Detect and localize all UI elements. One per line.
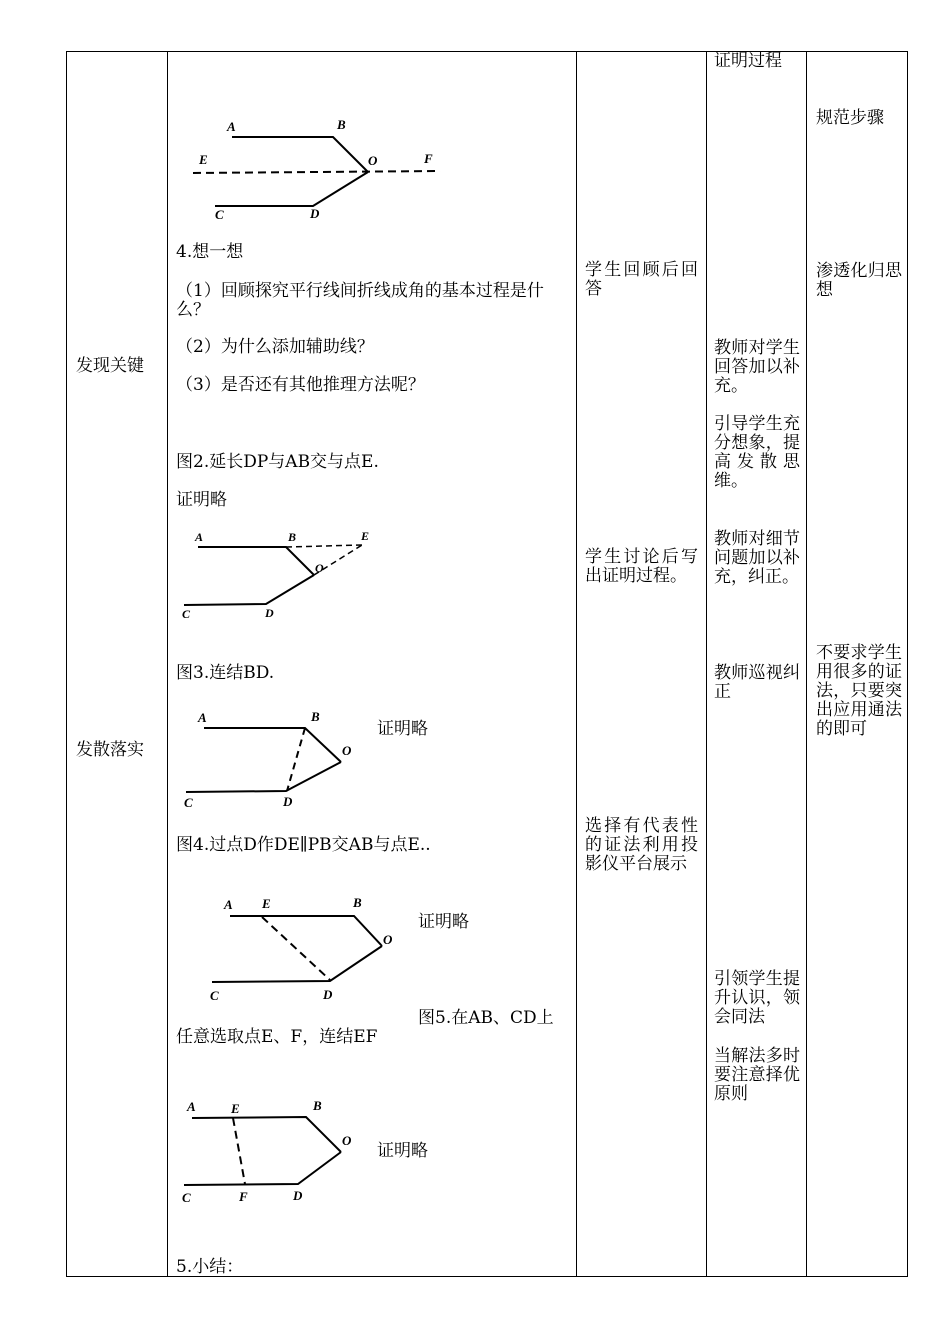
figure-4-caption: 图4.过点D作DE∥PB交AB与点E.. bbox=[176, 835, 431, 855]
fig2-label-d: D bbox=[265, 606, 274, 620]
fig1-label-o: O bbox=[368, 153, 378, 168]
figure-2-caption: 图2.延长DP与AB交与点E. bbox=[176, 452, 379, 472]
fig2-label-c: C bbox=[182, 607, 191, 621]
question-3: （3）是否还有其他推理方法呢？ bbox=[176, 375, 425, 395]
think-title: 4.想一想 bbox=[176, 242, 244, 262]
fig4-label-b: B bbox=[353, 895, 362, 910]
figure-1 bbox=[180, 112, 455, 227]
no-require-many-methods: 不要求学生用很多的证法，只要突出应用通法的即可 bbox=[816, 643, 902, 739]
table-col-divider-5 bbox=[907, 51, 908, 1277]
fig5-label-e: E bbox=[231, 1101, 240, 1116]
fig4-line-cd-do bbox=[212, 946, 382, 982]
table-col-divider-3 bbox=[706, 51, 707, 1277]
fig1-label-f: F bbox=[424, 151, 433, 166]
fig5-label-o: O bbox=[342, 1133, 352, 1148]
figure-4 bbox=[208, 890, 408, 1005]
summary-title: 5.小结： bbox=[176, 1257, 244, 1277]
fig2-line-ab-bo bbox=[198, 547, 314, 575]
fig5-line-ab-bo bbox=[192, 1117, 341, 1152]
table-col-divider-2 bbox=[576, 51, 577, 1277]
figure-5 bbox=[180, 1095, 370, 1210]
teacher-patrol: 教师巡视纠正 bbox=[714, 663, 800, 702]
teacher-detail: 教师对细节问题加以补充，纠正。 bbox=[714, 529, 800, 587]
fig3-line-ab-bo bbox=[204, 728, 341, 762]
proof-omitted-4: 证明略 bbox=[377, 1141, 428, 1161]
fig4-label-e: E bbox=[262, 896, 271, 911]
fig5-label-a: A bbox=[187, 1099, 196, 1114]
fig4-label-o: O bbox=[383, 932, 393, 947]
fig1-label-b: B bbox=[337, 117, 346, 132]
select-projector-show: 选择有代表性的证法利用投影仪平台展示 bbox=[585, 816, 698, 874]
standard-steps: 规范步骤 bbox=[816, 108, 884, 128]
fig5-label-f: F bbox=[239, 1189, 248, 1204]
fig2-label-a: A bbox=[195, 530, 204, 544]
stage-discover-key: 发现关键 bbox=[76, 356, 144, 376]
proof-omitted-2: 证明略 bbox=[377, 719, 428, 739]
fig1-label-a: A bbox=[227, 119, 236, 134]
fig1-label-d: D bbox=[310, 206, 320, 221]
figure-2 bbox=[178, 525, 378, 625]
fig1-dashed-ef bbox=[193, 171, 440, 173]
fig3-label-d: D bbox=[283, 794, 293, 809]
fig5-line-cd-do bbox=[184, 1152, 341, 1185]
question-1: （1）回顾探究平行线间折线成角的基本过程是什么？ bbox=[176, 281, 544, 320]
fig2-label-o: O bbox=[315, 561, 324, 575]
induction-thinking: 渗透化归思想 bbox=[816, 261, 902, 300]
fig2-line-cd-do bbox=[184, 575, 314, 605]
question-2: （2）为什么添加辅助线？ bbox=[176, 337, 374, 357]
fig3-label-b: B bbox=[311, 709, 320, 724]
lead-students: 引领学生提升认识，领会同法 bbox=[714, 969, 800, 1027]
fig3-label-c: C bbox=[184, 795, 193, 810]
fig1-line-cd-do bbox=[215, 172, 368, 206]
fig4-line-ab-bo bbox=[230, 916, 382, 946]
fig1-label-c: C bbox=[215, 207, 224, 222]
fig5-label-d: D bbox=[293, 1188, 303, 1203]
stage-diverge-implement: 发散落实 bbox=[76, 740, 144, 760]
figure-3 bbox=[180, 705, 360, 810]
fig1-label-e: E bbox=[199, 152, 208, 167]
proof-omitted-3: 证明略 bbox=[418, 912, 469, 932]
fig3-label-o: O bbox=[342, 743, 352, 758]
student-discuss-proof: 学生讨论后写出证明过程。 bbox=[585, 547, 698, 586]
fig2-label-e: E bbox=[361, 529, 370, 543]
fig4-dashed-ed bbox=[262, 917, 330, 980]
fig3-label-a: A bbox=[198, 710, 207, 725]
table-col-divider-4 bbox=[806, 51, 807, 1277]
table-col-divider-0 bbox=[66, 51, 67, 1277]
proof-process: 证明过程 bbox=[714, 51, 782, 71]
fig4-label-c: C bbox=[210, 988, 219, 1003]
figure-5-caption-part1: 图5.在AB、CD上 bbox=[418, 1008, 554, 1028]
fig4-label-a: A bbox=[224, 897, 233, 912]
fig5-label-b: B bbox=[313, 1098, 322, 1113]
guide-students: 引导学生充分想象，提高发散思维。 bbox=[714, 414, 800, 491]
fig4-label-d: D bbox=[323, 987, 333, 1002]
fig1-line-ab-bo bbox=[232, 137, 368, 172]
fig2-label-b: B bbox=[288, 530, 297, 544]
student-review-answer: 学生回顾后回答 bbox=[585, 260, 698, 299]
figure-5-caption-part2: 任意选取点E、F，连结EF bbox=[176, 1027, 378, 1047]
fig3-line-cd-do bbox=[186, 762, 341, 792]
choose-best-principle: 当解法多时要注意择优原则 bbox=[714, 1046, 800, 1104]
figure-3-caption: 图3.连结BD. bbox=[176, 663, 275, 683]
fig5-dashed-ef bbox=[233, 1118, 245, 1184]
fig5-label-c: C bbox=[182, 1190, 191, 1205]
table-col-divider-1 bbox=[167, 51, 168, 1277]
fig2-dashed-be bbox=[286, 545, 362, 547]
teacher-supplement: 教师对学生回答加以补充。 bbox=[714, 338, 800, 396]
proof-omitted-1: 证明略 bbox=[176, 490, 227, 510]
